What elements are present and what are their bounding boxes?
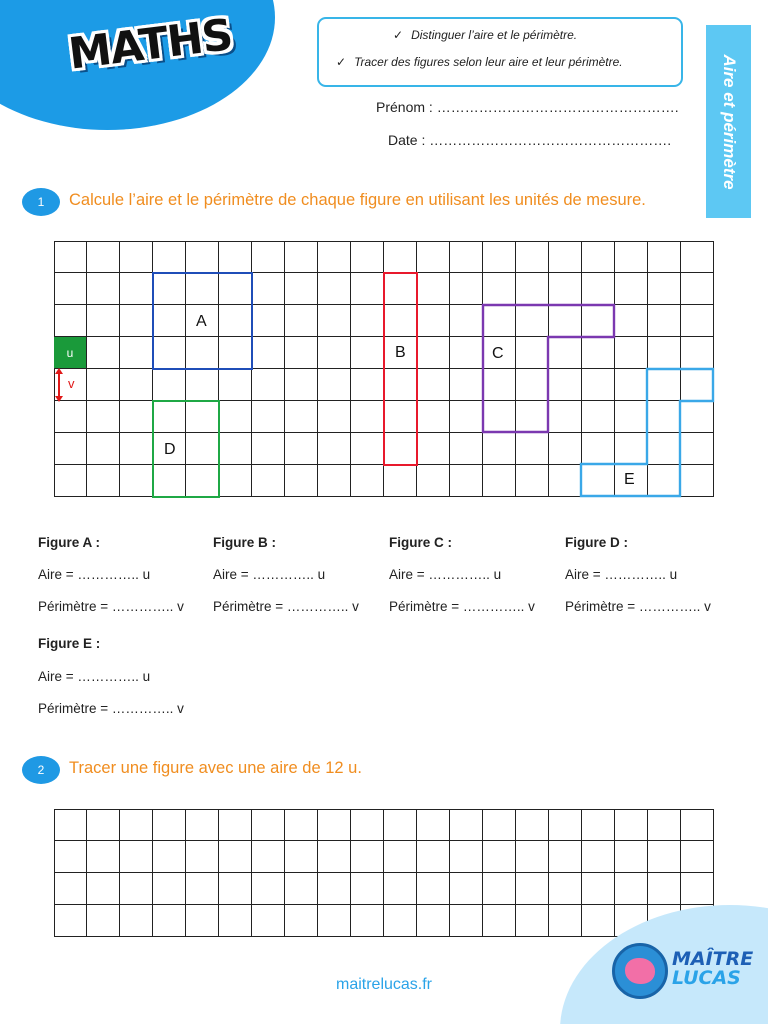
grid-cell — [549, 809, 582, 841]
grid-cell — [252, 241, 285, 273]
figure-b-label: B — [395, 344, 406, 361]
grid-cell — [417, 241, 450, 273]
grid-cell — [120, 809, 153, 841]
figure-d-shape — [152, 400, 220, 498]
grid-cell — [120, 337, 153, 369]
grid-cell — [384, 873, 417, 905]
grid-cell — [417, 273, 450, 305]
grid-cell — [450, 273, 483, 305]
grid-cell — [483, 873, 516, 905]
figure-b-perimeter-field[interactable]: Périmètre = ………….. v — [213, 599, 359, 614]
grid-cell — [153, 369, 186, 401]
grid-cell — [450, 305, 483, 337]
grid-cell — [285, 369, 318, 401]
grid-cell — [648, 369, 681, 401]
grid-cell — [54, 305, 87, 337]
grid-cell — [417, 905, 450, 937]
figure-e-answer-title: Figure E : — [38, 636, 101, 651]
grid-cell — [582, 401, 615, 433]
grid-cell — [681, 841, 714, 873]
grid-cell — [285, 241, 318, 273]
grid-cell — [351, 401, 384, 433]
grid-cell — [516, 809, 549, 841]
grid-cell — [384, 465, 417, 497]
grid-cell — [450, 241, 483, 273]
grid-cell — [450, 369, 483, 401]
grid-cell — [252, 305, 285, 337]
grid-cell — [450, 433, 483, 465]
grid-cell — [384, 809, 417, 841]
grid-cell — [681, 465, 714, 497]
brand-name: MAÎTRE LUCAS — [672, 948, 754, 989]
grid-cell — [285, 337, 318, 369]
figure-a-area-field[interactable]: Aire = ………….. u — [38, 567, 151, 582]
exercise1-instruction: Calcule l’aire et le périmètre de chaque figure en utilisant les unités de mesure. — [69, 191, 646, 209]
first-name-field[interactable]: Prénom : ……………………………………………. — [376, 99, 679, 115]
grid-cell — [285, 305, 318, 337]
grid-cell — [681, 273, 714, 305]
check-icon: ✓ — [393, 28, 404, 42]
grid-cell — [252, 465, 285, 497]
grid-cell — [87, 305, 120, 337]
grid-cell — [648, 305, 681, 337]
grid-cell — [186, 841, 219, 873]
grid-cell — [417, 401, 450, 433]
grid-cell — [516, 433, 549, 465]
grid-cell — [549, 337, 582, 369]
grid-cell — [417, 433, 450, 465]
grid-cell — [318, 905, 351, 937]
grid-cell — [285, 273, 318, 305]
grid-cell — [681, 241, 714, 273]
grid-cell — [285, 873, 318, 905]
grid-cell — [516, 905, 549, 937]
grid-cell — [318, 401, 351, 433]
figure-e-label: E — [624, 471, 635, 488]
grid-cell — [219, 241, 252, 273]
grid-cell — [582, 433, 615, 465]
grid-cell — [516, 401, 549, 433]
grid-cell — [681, 337, 714, 369]
grid-cell — [450, 465, 483, 497]
figure-d-perimeter-field[interactable]: Périmètre = ………….. v — [565, 599, 711, 614]
grid-cell — [582, 241, 615, 273]
grid-cell — [384, 841, 417, 873]
grid-cell — [483, 841, 516, 873]
grid-cell — [681, 809, 714, 841]
grid-cell — [483, 369, 516, 401]
grid-cell — [417, 369, 450, 401]
grid-cell — [582, 465, 615, 497]
grid-cell — [54, 273, 87, 305]
grid-cell — [285, 401, 318, 433]
grid-cell — [450, 873, 483, 905]
grid-cell — [351, 305, 384, 337]
grid-cell — [516, 873, 549, 905]
grid-cell — [516, 369, 549, 401]
grid-cell — [87, 273, 120, 305]
grid-cell — [219, 369, 252, 401]
grid-cell — [417, 873, 450, 905]
grid-cell — [87, 401, 120, 433]
grid-cell — [549, 873, 582, 905]
grid-cell — [681, 305, 714, 337]
grid-cell — [516, 337, 549, 369]
grid-cell — [186, 809, 219, 841]
grid-cell — [54, 873, 87, 905]
grid-cell — [384, 905, 417, 937]
grid-cell — [483, 809, 516, 841]
grid-cell — [351, 433, 384, 465]
grid-cell — [54, 241, 87, 273]
grid-cell — [54, 433, 87, 465]
grid-cell — [318, 809, 351, 841]
grid-cell — [54, 841, 87, 873]
grid-cell — [615, 873, 648, 905]
figure-d-answer-title: Figure D : — [565, 535, 628, 550]
grid-cell — [516, 841, 549, 873]
grid-cell — [615, 273, 648, 305]
grid-cell — [54, 465, 87, 497]
grid-cell — [648, 873, 681, 905]
grid-cell — [615, 809, 648, 841]
grid-cell — [417, 465, 450, 497]
grid-cell — [681, 433, 714, 465]
grid-cell — [351, 873, 384, 905]
grid-cell — [615, 369, 648, 401]
grid-cell — [582, 305, 615, 337]
grid-cell — [351, 465, 384, 497]
grid-cell — [681, 873, 714, 905]
grid-cell — [87, 809, 120, 841]
footer-url-link[interactable]: maitrelucas.fr — [335, 976, 433, 993]
grid-cell — [153, 809, 186, 841]
grid-cell — [549, 841, 582, 873]
grid-cell — [615, 305, 648, 337]
grid-cell — [648, 241, 681, 273]
grid-cell — [417, 305, 450, 337]
figure-c-label: C — [492, 345, 504, 362]
grid-cell — [54, 401, 87, 433]
grid-cell — [219, 401, 252, 433]
grid-cell — [582, 273, 615, 305]
grid-cell — [516, 241, 549, 273]
grid-cell — [219, 841, 252, 873]
grid-cell — [318, 337, 351, 369]
grid-cell — [318, 305, 351, 337]
grid-cell — [153, 241, 186, 273]
grid-cell — [417, 841, 450, 873]
grid-cell — [549, 369, 582, 401]
figure-d-label: D — [164, 441, 176, 458]
grid-cell — [120, 401, 153, 433]
grid-cell — [681, 401, 714, 433]
grid-cell — [648, 841, 681, 873]
grid-cell — [549, 241, 582, 273]
grid-cell — [483, 273, 516, 305]
grid-cell — [483, 241, 516, 273]
exercise2-instruction: Tracer une figure avec une aire de 12 u. — [69, 759, 362, 777]
exercise2-drawing-grid[interactable] — [54, 809, 714, 937]
unit-area-square: u — [54, 337, 86, 368]
grid-cell — [549, 465, 582, 497]
grid-cell — [120, 841, 153, 873]
grid-cell — [549, 273, 582, 305]
grid-cell — [252, 905, 285, 937]
grid-cell — [351, 905, 384, 937]
grid-cell — [153, 905, 186, 937]
grid-cell — [351, 273, 384, 305]
date-field[interactable]: Date : ……………………………………………. — [388, 132, 672, 148]
grid-cell — [252, 401, 285, 433]
grid-cell — [285, 809, 318, 841]
grid-cell — [318, 241, 351, 273]
grid-cell — [252, 873, 285, 905]
grid-cell — [351, 241, 384, 273]
grid-cell — [516, 273, 549, 305]
grid-cell — [219, 809, 252, 841]
grid-cell — [582, 337, 615, 369]
grid-cell — [54, 905, 87, 937]
grid-cell — [252, 841, 285, 873]
grid-cell — [516, 305, 549, 337]
grid-cell — [120, 905, 153, 937]
grid-cell — [549, 305, 582, 337]
grid-cell — [615, 241, 648, 273]
grid-cell — [120, 433, 153, 465]
grid-cell — [483, 905, 516, 937]
grid-cell — [648, 433, 681, 465]
grid-cell — [417, 809, 450, 841]
grid-cell — [120, 305, 153, 337]
grid-cell — [120, 465, 153, 497]
grid-cell — [120, 241, 153, 273]
grid-cell — [450, 905, 483, 937]
figure-c-area-field[interactable]: Aire = ………….. u — [389, 567, 502, 582]
figure-d-area-field[interactable]: Aire = ………….. u — [565, 567, 678, 582]
grid-cell — [87, 873, 120, 905]
grid-cell — [483, 465, 516, 497]
objective-2: ✓ Tracer des figures selon leur aire et leur périmètre. — [336, 55, 623, 69]
grid-cell — [351, 841, 384, 873]
grid-cell — [186, 905, 219, 937]
figure-e-perimeter-field[interactable]: Périmètre = ………….. v — [38, 701, 184, 716]
grid-cell — [318, 841, 351, 873]
grid-cell — [219, 433, 252, 465]
grid-cell — [417, 337, 450, 369]
grid-cell — [285, 465, 318, 497]
grid-cell — [186, 873, 219, 905]
grid-cell — [615, 433, 648, 465]
grid-cell — [582, 905, 615, 937]
grid-cell — [450, 337, 483, 369]
side-title-tab: Aire et périmètre — [706, 25, 751, 218]
grid-cell — [549, 401, 582, 433]
figure-b-answer-title: Figure B : — [213, 535, 276, 550]
grid-cell — [87, 433, 120, 465]
grid-cell — [483, 401, 516, 433]
grid-cell — [120, 369, 153, 401]
unit-length-arrow-icon — [58, 372, 60, 398]
figure-a-answer-title: Figure A : — [38, 535, 100, 550]
grid-cell — [252, 273, 285, 305]
grid-cell — [516, 465, 549, 497]
grid-cell — [219, 465, 252, 497]
grid-cell — [648, 337, 681, 369]
grid-cell — [615, 337, 648, 369]
grid-cell — [549, 905, 582, 937]
grid-cell — [615, 841, 648, 873]
grid-cell — [615, 401, 648, 433]
grid-cell — [351, 369, 384, 401]
grid-cell — [648, 809, 681, 841]
grid-cell — [87, 241, 120, 273]
grid-cell — [351, 337, 384, 369]
grid-cell — [648, 465, 681, 497]
grid-cell — [648, 273, 681, 305]
figure-a-perimeter-field[interactable]: Périmètre = ………….. v — [38, 599, 184, 614]
grid-cell — [582, 841, 615, 873]
grid-cell — [120, 873, 153, 905]
grid-cell — [153, 873, 186, 905]
grid-cell — [219, 873, 252, 905]
check-icon: ✓ — [336, 55, 347, 69]
grid-cell — [186, 369, 219, 401]
grid-cell — [219, 905, 252, 937]
grid-cell — [318, 273, 351, 305]
grid-cell — [318, 369, 351, 401]
grid-cell — [351, 809, 384, 841]
figure-e-area-field[interactable]: Aire = ………….. u — [38, 669, 151, 684]
grid-cell — [252, 809, 285, 841]
grid-cell — [483, 305, 516, 337]
grid-cell — [153, 841, 186, 873]
grid-cell — [285, 433, 318, 465]
grid-cell — [582, 809, 615, 841]
grid-cell — [450, 841, 483, 873]
grid-cell — [318, 433, 351, 465]
grid-cell — [285, 841, 318, 873]
grid-cell — [582, 873, 615, 905]
figure-a-label: A — [196, 313, 207, 330]
grid-cell — [318, 465, 351, 497]
grid-cell — [87, 905, 120, 937]
grid-cell — [681, 369, 714, 401]
unit-length-label: v — [68, 376, 75, 391]
figure-c-perimeter-field[interactable]: Périmètre = ………….. v — [389, 599, 535, 614]
figure-c-answer-title: Figure C : — [389, 535, 452, 550]
grid-cell — [186, 241, 219, 273]
step-number-1: 1 — [22, 188, 60, 216]
grid-cell — [582, 369, 615, 401]
grid-cell — [252, 337, 285, 369]
grid-cell — [54, 809, 87, 841]
figure-b-shape — [383, 272, 418, 466]
grid-cell — [648, 401, 681, 433]
grid-cell — [87, 337, 120, 369]
grid-cell — [87, 369, 120, 401]
objective-1: ✓ Distinguer l’aire et le périmètre. — [393, 28, 578, 42]
figure-b-area-field[interactable]: Aire = ………….. u — [213, 567, 326, 582]
grid-cell — [450, 809, 483, 841]
grid-cell — [252, 433, 285, 465]
maths-logo: MATHS — [66, 10, 235, 80]
grid-cell — [318, 873, 351, 905]
grid-cell — [450, 401, 483, 433]
grid-cell — [384, 241, 417, 273]
grid-cell — [549, 433, 582, 465]
step-number-2: 2 — [22, 756, 60, 784]
grid-cell — [285, 905, 318, 937]
grid-cell — [87, 465, 120, 497]
grid-cell — [252, 369, 285, 401]
grid-cell — [87, 841, 120, 873]
grid-cell — [120, 273, 153, 305]
grid-cell — [483, 433, 516, 465]
